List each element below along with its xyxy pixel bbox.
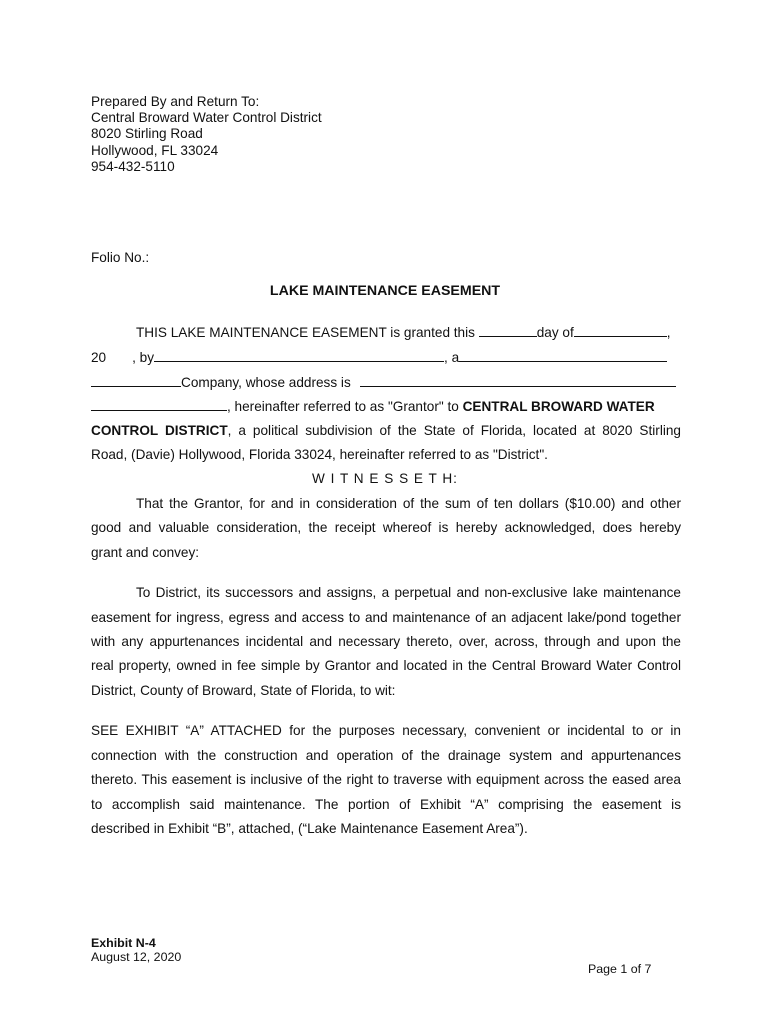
para1-line: That the Grantor, for and in consideration of the sum of ten dollars ($10.00) and other xyxy=(136,496,681,511)
para2-line: To District, its successors and assigns, a perpetual and non-exclusive lake maintenance xyxy=(136,585,681,600)
intro-text: , a political subdivision of the State of Florida, located at 8020 Stirling xyxy=(227,423,681,438)
exhibit-label: Exhibit N-4 xyxy=(91,936,156,950)
para1-line: grant and convey: xyxy=(91,545,200,560)
district-name: CENTRAL BROWARD WATER xyxy=(462,399,655,414)
return-org: Central Broward Water Control District xyxy=(91,110,322,126)
grantor-name-blank xyxy=(154,348,444,362)
para3-line: SEE EXHIBIT “A” ATTACHED for the purposes necessary, convenient or incidental to or in xyxy=(91,723,681,738)
return-phone: 954-432-5110 xyxy=(91,158,175,174)
intro-line-1 xyxy=(91,323,681,340)
witnesseth-heading: W I T N E S S E T H: xyxy=(312,471,458,486)
intro-text: , by xyxy=(132,350,155,365)
intro-line-6: Road, (Davie) Hollywood, Florida 33024, hereinafter referred to as "District". xyxy=(91,447,548,462)
para2-line: District, County of Broward, State of Florida, to wit: xyxy=(91,683,396,698)
footer-date: August 12, 2020 xyxy=(91,950,182,964)
page-number: Page 1 of 7 xyxy=(588,962,652,976)
para3-line: described in Exhibit “B”, attached, (“Lake Maintenance Easement Area”). xyxy=(91,821,528,836)
para3-line: connection with the construction and operation of the drainage system and appurtenances xyxy=(91,748,681,763)
intro-text: THIS LAKE MAINTENANCE EASEMENT is granted this xyxy=(136,325,479,340)
para2-line: with any appurtenances incidental and necessary thereto, over, across, through and upon the xyxy=(91,634,681,649)
para2-line: easement for ingress, egress and access to and maintenance of an adjacent lake/pond together xyxy=(91,610,681,625)
entity-type-blank xyxy=(459,348,667,362)
intro-line-4 xyxy=(91,397,681,414)
intro-text: Company, whose address is xyxy=(181,375,351,390)
district-name: CONTROL DISTRICT xyxy=(91,423,228,438)
address-blank xyxy=(360,373,676,387)
intro-text: , a xyxy=(444,350,460,365)
para1-line: good and valuable consideration, the receipt whereof is hereby acknowledged, does hereby xyxy=(91,520,681,535)
month-blank xyxy=(574,323,667,337)
return-street: 8020 Stirling Road xyxy=(91,126,203,142)
return-address-block xyxy=(91,94,322,175)
address-blank-2 xyxy=(91,397,227,411)
intro-line-2 xyxy=(91,348,681,365)
intro-line-3 xyxy=(91,373,681,390)
intro-line-5 xyxy=(91,423,681,438)
return-city: Hollywood, FL 33024 xyxy=(91,142,219,158)
year-prefix: 20 xyxy=(91,350,107,365)
company-type-blank xyxy=(91,373,181,387)
document-title: LAKE MAINTENANCE EASEMENT xyxy=(269,283,501,299)
intro-text: day of xyxy=(536,325,574,340)
prepared-by-label: Prepared By and Return To: xyxy=(91,94,260,109)
para2-line: real property, owned in fee simple by Grantor and located in the Central Broward Water Control xyxy=(91,658,681,673)
para3-line: thereto. This easement is inclusive of the right to traverse with equipment across the eased area xyxy=(91,772,681,787)
folio-label: Folio No.: xyxy=(91,250,150,265)
para3-line: to accomplish said maintenance. The portion of Exhibit “A” comprising the easement is xyxy=(91,797,681,812)
intro-text: , xyxy=(666,325,671,340)
day-blank xyxy=(479,323,537,337)
intro-text: , hereinafter referred to as "Grantor" to xyxy=(227,399,463,414)
